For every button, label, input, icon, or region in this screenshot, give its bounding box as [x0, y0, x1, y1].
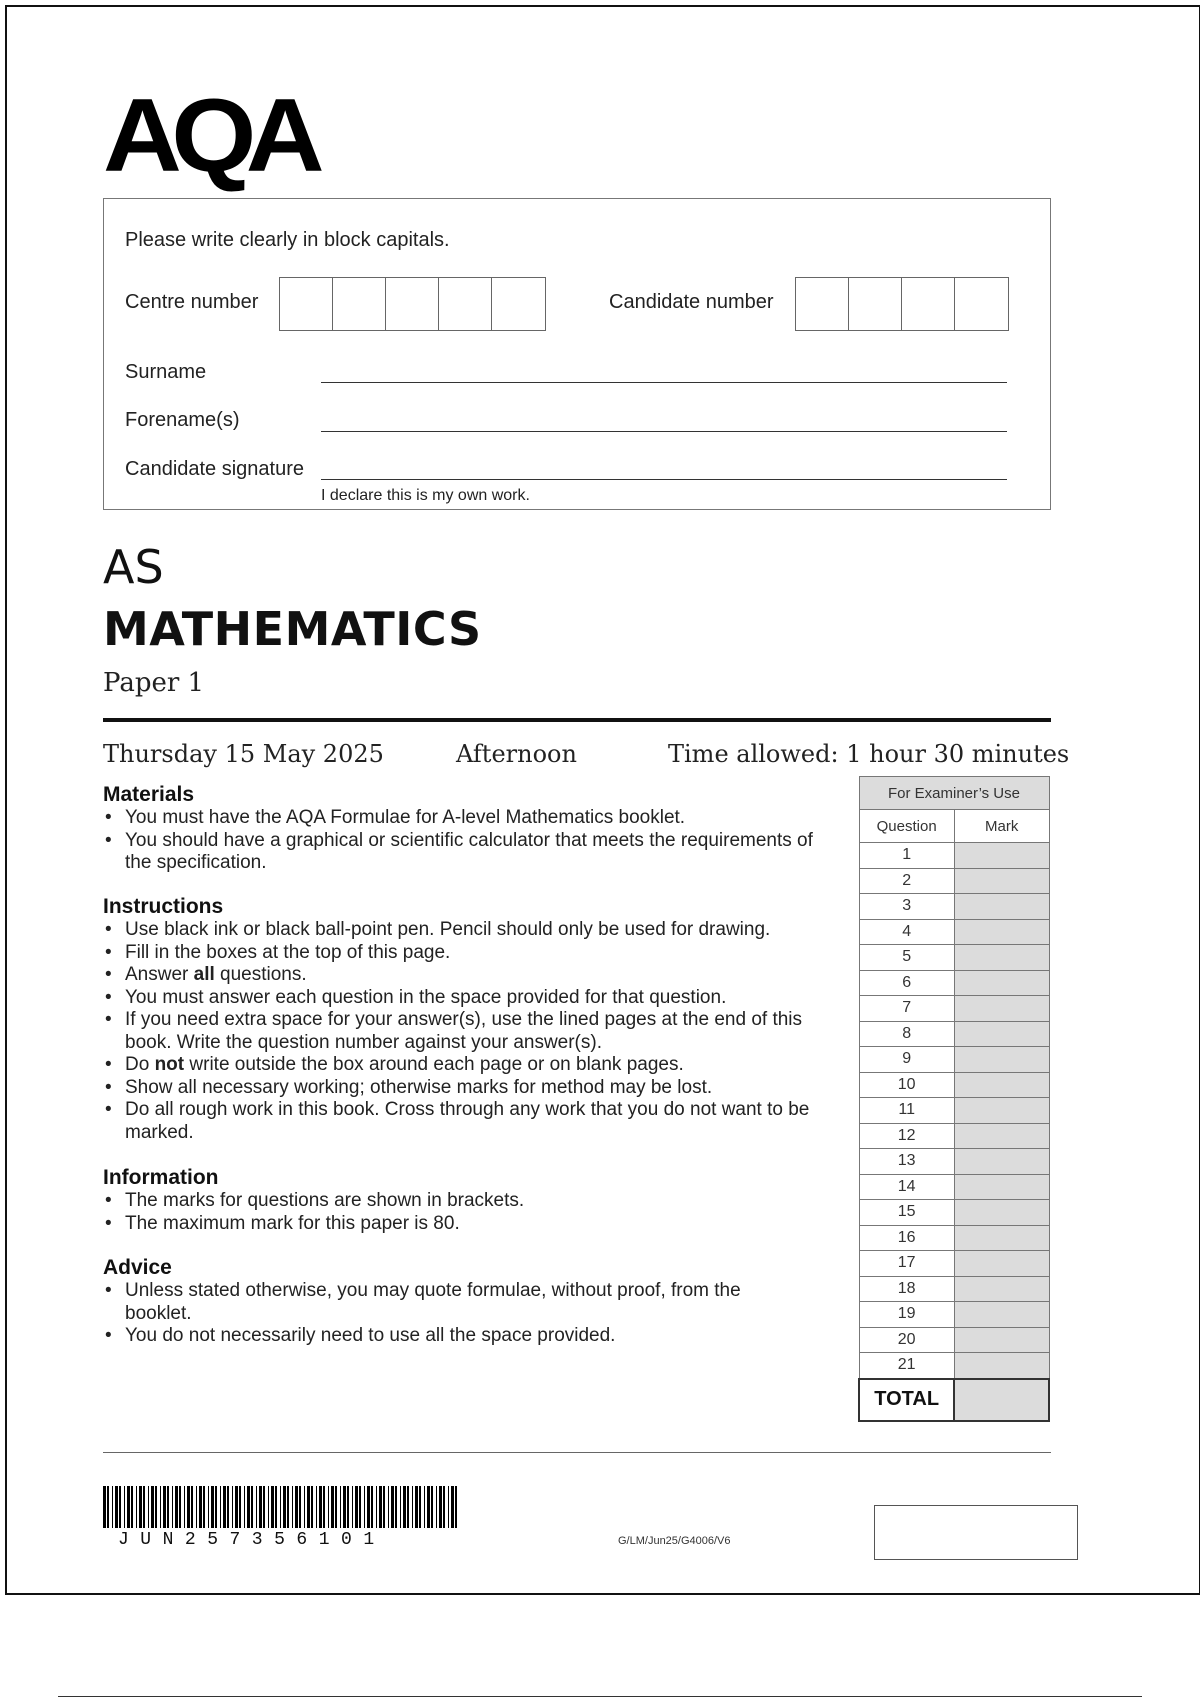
total-mark-cell — [954, 1379, 1049, 1421]
surname-field[interactable] — [321, 382, 1007, 383]
barcode-bar — [199, 1486, 202, 1528]
barcode-bar — [115, 1486, 118, 1528]
paper-number: Paper 1 — [103, 668, 205, 698]
mark-cell — [954, 868, 1049, 894]
examiner-row — [859, 1174, 1049, 1200]
barcode-bar — [251, 1486, 253, 1528]
barcode-bar — [451, 1486, 454, 1528]
question-number: 15 — [859, 1200, 954, 1226]
paper-reference-code: G/LM/Jun25/G4006/V6 — [618, 1535, 731, 1547]
barcode-bar — [191, 1486, 193, 1528]
examiner-row — [859, 970, 1049, 996]
examiner-row — [859, 1225, 1049, 1251]
examiner-row — [859, 1098, 1049, 1124]
mark-cell — [954, 919, 1049, 945]
barcode-bar — [103, 1486, 106, 1528]
qualification-level: AS — [103, 540, 164, 594]
list-item: • Do all rough work in this book. Cross through any work that you do not want to be marked. — [103, 1099, 843, 1144]
page-box — [874, 1505, 1078, 1560]
question-number: 19 — [859, 1302, 954, 1328]
mark-cell — [954, 1353, 1049, 1379]
barcode-bar — [223, 1486, 226, 1528]
exam-session: Afternoon — [456, 740, 577, 768]
mark-cell — [954, 1021, 1049, 1047]
barcode-bar — [427, 1486, 430, 1528]
barcode-bar — [263, 1486, 265, 1528]
question-number: 16 — [859, 1225, 954, 1251]
barcode-bar — [280, 1486, 281, 1528]
question-number: 1 — [859, 843, 954, 869]
examiner-row — [859, 1123, 1049, 1149]
barcode-bar — [244, 1486, 245, 1528]
instructions-list — [103, 919, 843, 1144]
list-item: • Fill in the boxes at the top of this page. — [103, 942, 843, 965]
candidate-digit-box[interactable] — [849, 278, 902, 330]
centre-digit-box[interactable] — [280, 278, 333, 330]
examiner-row — [859, 1021, 1049, 1047]
information-section — [103, 1166, 843, 1235]
mark-cell — [954, 1200, 1049, 1226]
barcode-bar — [304, 1486, 305, 1528]
mark-cell — [954, 1276, 1049, 1302]
list-item: • Answer all questions. — [103, 964, 843, 987]
block-capitals-instruction: Please write clearly in block capitals. — [125, 229, 450, 251]
advice-heading: Advice — [103, 1256, 172, 1279]
barcode-bar — [316, 1486, 317, 1528]
barcode-bar — [448, 1486, 449, 1528]
barcode-bar — [175, 1486, 178, 1528]
barcode-bar — [431, 1486, 433, 1528]
centre-number-label: Centre number — [125, 291, 259, 313]
barcode-bar — [196, 1486, 197, 1528]
mark-cell — [954, 970, 1049, 996]
barcode-bar — [364, 1486, 365, 1528]
barcode-bar — [455, 1486, 457, 1528]
examiner-row — [859, 868, 1049, 894]
examiner-row — [859, 1276, 1049, 1302]
examiner-row — [859, 843, 1049, 869]
barcode-bar — [439, 1486, 442, 1528]
list-item: • The maximum mark for this paper is 80. — [103, 1213, 843, 1236]
barcode-bar — [227, 1486, 229, 1528]
barcode-bar — [340, 1486, 341, 1528]
advice-section — [103, 1256, 843, 1348]
barcode-bar — [215, 1486, 217, 1528]
mark-cell — [954, 1174, 1049, 1200]
barcode-bar — [299, 1486, 301, 1528]
question-number: 5 — [859, 945, 954, 971]
signature-field[interactable] — [321, 479, 1007, 480]
barcode-bar — [383, 1486, 385, 1528]
barcode-number: JUN257356101 — [118, 1530, 386, 1550]
barcode-bar — [163, 1486, 166, 1528]
barcode-bar — [131, 1486, 133, 1528]
information-heading: Information — [103, 1166, 219, 1189]
mark-column-header: Mark — [954, 810, 1049, 843]
barcode-bar — [127, 1486, 130, 1528]
barcode-bar — [271, 1486, 274, 1528]
barcode-bar — [388, 1486, 389, 1528]
barcode-bar — [323, 1486, 325, 1528]
barcode-bar — [376, 1486, 377, 1528]
barcode-bar — [107, 1486, 109, 1528]
barcode-bar — [256, 1486, 257, 1528]
question-number: 4 — [859, 919, 954, 945]
aqa-logo: AQA — [103, 78, 315, 194]
barcode — [103, 1486, 461, 1528]
instructions-section — [103, 895, 843, 1144]
total-row — [859, 1379, 1049, 1421]
barcode-bar — [352, 1486, 353, 1528]
barcode-bar — [347, 1486, 349, 1528]
mark-cell — [954, 945, 1049, 971]
barcode-bar — [167, 1486, 169, 1528]
page-bottom-rule — [58, 1696, 1142, 1697]
question-column-header: Question — [859, 810, 954, 843]
mark-cell — [954, 1302, 1049, 1328]
list-item: • You should have a graphical or scientific calculator that meets the requirements of the specification. — [103, 830, 843, 875]
barcode-bar — [247, 1486, 250, 1528]
examiner-use-table — [858, 776, 1050, 1422]
barcode-bar — [359, 1486, 361, 1528]
barcode-bar — [395, 1486, 397, 1528]
question-number: 7 — [859, 996, 954, 1022]
question-number: 2 — [859, 868, 954, 894]
barcode-bar — [367, 1486, 370, 1528]
barcode-bar — [295, 1486, 298, 1528]
list-item: • You must answer each question in the space provided for that question. — [103, 987, 843, 1010]
barcode-bar — [211, 1486, 214, 1528]
list-item: • Show all necessary working; otherwise marks for method may be lost. — [103, 1077, 843, 1100]
barcode-bar — [136, 1486, 137, 1528]
barcode-bar — [391, 1486, 394, 1528]
mark-cell — [954, 894, 1049, 920]
barcode-bar — [148, 1486, 149, 1528]
barcode-bar — [407, 1486, 409, 1528]
barcode-bar — [259, 1486, 262, 1528]
barcode-bar — [119, 1486, 121, 1528]
examiner-row — [859, 1047, 1049, 1073]
examiner-row — [859, 1251, 1049, 1277]
mark-cell — [954, 1327, 1049, 1353]
barcode-bar — [355, 1486, 358, 1528]
barcode-bar — [268, 1486, 269, 1528]
mark-cell — [954, 1251, 1049, 1277]
barcode-bar — [287, 1486, 289, 1528]
barcode-bar — [343, 1486, 346, 1528]
exam-date: Thursday 15 May 2025 — [103, 740, 384, 768]
barcode-bar — [292, 1486, 293, 1528]
question-number: 21 — [859, 1353, 954, 1379]
examiner-table-title: For Examiner’s Use — [859, 777, 1049, 810]
question-number: 9 — [859, 1047, 954, 1073]
total-label: TOTAL — [859, 1379, 954, 1421]
forenames-label: Forename(s) — [125, 409, 240, 431]
barcode-bar — [283, 1486, 286, 1528]
question-number: 6 — [859, 970, 954, 996]
list-item: • The marks for questions are shown in brackets. — [103, 1190, 843, 1213]
barcode-bar — [331, 1486, 334, 1528]
barcode-bar — [179, 1486, 181, 1528]
barcode-bar — [403, 1486, 406, 1528]
barcode-bar — [124, 1486, 125, 1528]
barcode-bar — [220, 1486, 221, 1528]
barcode-bar — [151, 1486, 154, 1528]
question-number: 11 — [859, 1098, 954, 1124]
signature-label: Candidate signature — [125, 458, 305, 480]
surname-label: Surname — [125, 361, 207, 383]
question-number: 8 — [859, 1021, 954, 1047]
barcode-bar — [400, 1486, 401, 1528]
barcode-bar — [335, 1486, 337, 1528]
mark-cell — [954, 1149, 1049, 1175]
mark-cell — [954, 1047, 1049, 1073]
declaration-text: I declare this is my own work. — [321, 487, 530, 504]
candidate-digit-box[interactable] — [796, 278, 849, 330]
examiner-row — [859, 1200, 1049, 1226]
examiner-row — [859, 919, 1049, 945]
candidate-number-input[interactable] — [795, 277, 1009, 331]
forenames-field[interactable] — [321, 431, 1007, 432]
advice-list — [103, 1280, 783, 1348]
barcode-bar — [415, 1486, 418, 1528]
question-number: 18 — [859, 1276, 954, 1302]
examiner-row — [859, 1072, 1049, 1098]
question-number: 13 — [859, 1149, 954, 1175]
barcode-bar — [232, 1486, 233, 1528]
materials-list — [103, 807, 843, 875]
candidate-number-label: Candidate number — [609, 291, 774, 313]
list-item: • Unless stated otherwise, you may quote formulae, without proof, from the booklet. — [103, 1280, 783, 1325]
examiner-row — [859, 894, 1049, 920]
barcode-bar — [203, 1486, 205, 1528]
list-item: • You do not necessarily need to use all the space provided. — [103, 1325, 783, 1348]
examiner-row — [859, 945, 1049, 971]
candidate-digit-box[interactable] — [902, 278, 955, 330]
list-item: • If you need extra space for your answer(s), use the lined pages at the end of this book. Write the question number against your answer(s). — [103, 1009, 843, 1054]
mark-cell — [954, 996, 1049, 1022]
barcode-bar — [436, 1486, 437, 1528]
title-divider — [103, 718, 1051, 722]
centre-digit-box[interactable] — [386, 278, 439, 330]
barcode-bar — [307, 1486, 310, 1528]
candidate-digit-box[interactable] — [955, 278, 1008, 330]
question-number: 14 — [859, 1174, 954, 1200]
barcode-bar — [112, 1486, 113, 1528]
barcode-bar — [424, 1486, 425, 1528]
barcode-bar — [328, 1486, 329, 1528]
question-number: 12 — [859, 1123, 954, 1149]
mark-cell — [954, 843, 1049, 869]
centre-digit-box[interactable] — [492, 278, 545, 330]
information-list — [103, 1190, 843, 1235]
barcode-bar — [143, 1486, 145, 1528]
examiner-row — [859, 1302, 1049, 1328]
barcode-bar — [319, 1486, 322, 1528]
materials-section — [103, 783, 843, 875]
footer-divider — [103, 1452, 1051, 1453]
barcode-bar — [235, 1486, 238, 1528]
barcode-bar — [311, 1486, 313, 1528]
mark-cell — [954, 1123, 1049, 1149]
barcode-bar — [160, 1486, 161, 1528]
list-item: • You must have the AQA Formulae for A-level Mathematics booklet. — [103, 807, 843, 830]
centre-digit-box[interactable] — [333, 278, 386, 330]
centre-number-input[interactable] — [279, 277, 546, 331]
materials-heading: Materials — [103, 783, 195, 806]
examiner-row — [859, 996, 1049, 1022]
barcode-bar — [172, 1486, 173, 1528]
list-item: • Do not write outside the box around each page or on blank pages. — [103, 1054, 843, 1077]
barcode-bar — [139, 1486, 142, 1528]
list-item: • Use black ink or black ball-point pen. Pencil should only be used for drawing. — [103, 919, 843, 942]
barcode-bar — [208, 1486, 209, 1528]
mark-cell — [954, 1225, 1049, 1251]
barcode-bar — [184, 1486, 185, 1528]
barcode-bar — [412, 1486, 413, 1528]
subject-title: MATHEMATICS — [103, 602, 482, 656]
examiner-row — [859, 1149, 1049, 1175]
question-number: 3 — [859, 894, 954, 920]
question-number: 10 — [859, 1072, 954, 1098]
barcode-bar — [239, 1486, 241, 1528]
barcode-bar — [275, 1486, 277, 1528]
examiner-row — [859, 1327, 1049, 1353]
mark-cell — [954, 1098, 1049, 1124]
barcode-bar — [371, 1486, 373, 1528]
instructions-heading: Instructions — [103, 895, 224, 918]
examiner-row — [859, 1353, 1049, 1379]
question-number: 20 — [859, 1327, 954, 1353]
barcode-bar — [187, 1486, 190, 1528]
barcode-bar — [379, 1486, 382, 1528]
barcode-bar — [419, 1486, 421, 1528]
barcode-bar — [443, 1486, 445, 1528]
centre-digit-box[interactable] — [439, 278, 492, 330]
time-allowed: Time allowed: 1 hour 30 minutes — [668, 740, 1070, 768]
question-number: 17 — [859, 1251, 954, 1277]
barcode-bar — [155, 1486, 157, 1528]
mark-cell — [954, 1072, 1049, 1098]
candidate-details-box — [103, 198, 1051, 510]
